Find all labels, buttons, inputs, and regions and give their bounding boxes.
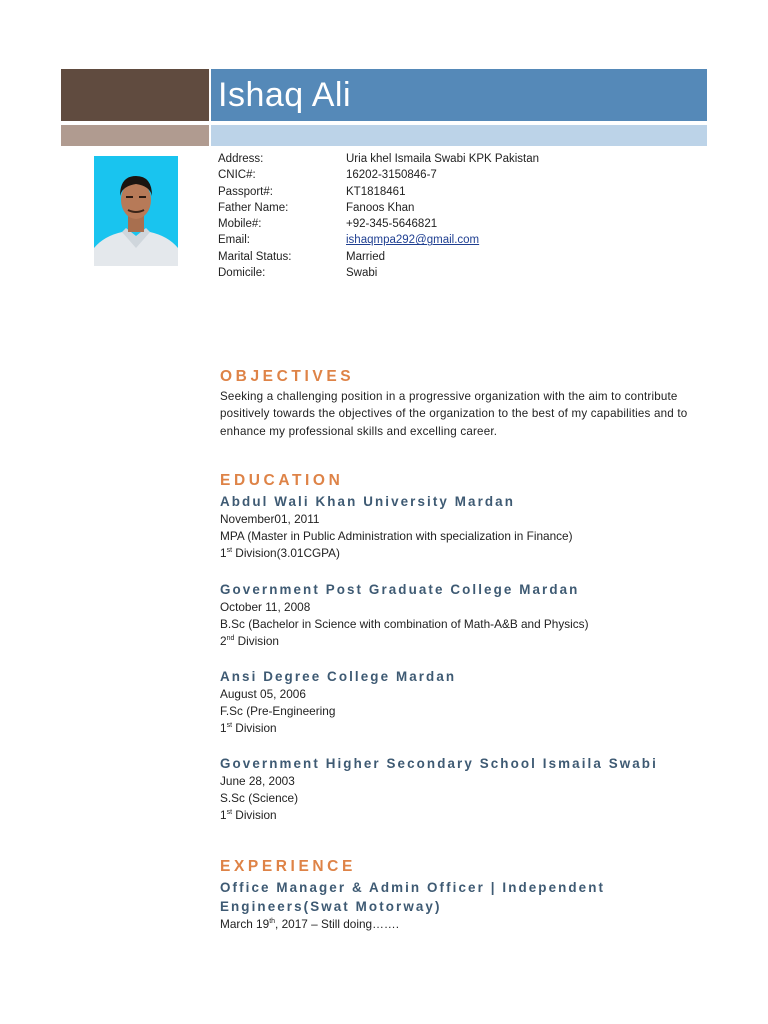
education-division bbox=[220, 720, 456, 737]
detail-value: Swabi bbox=[346, 267, 378, 280]
profile-photo bbox=[94, 156, 178, 266]
education-degree: B.Sc (Bachelor in Science with combination of Math-A&B and Physics) bbox=[220, 617, 589, 631]
education-date: June 28, 2003 bbox=[220, 774, 295, 788]
job-title-continued: Engineers(Swat Motorway) bbox=[220, 899, 442, 914]
education-entry bbox=[220, 754, 658, 824]
job-date-end: , 2017 – Still doing……. bbox=[275, 917, 399, 931]
objectives-section bbox=[220, 367, 690, 440]
detail-label: Marital Status: bbox=[218, 250, 292, 263]
division-suffix: nd bbox=[226, 635, 235, 643]
detail-row-cnic bbox=[218, 167, 539, 183]
job-date-start: March 19 bbox=[220, 917, 270, 931]
detail-label: Email: bbox=[218, 234, 250, 247]
detail-row-address bbox=[218, 151, 539, 167]
objectives-heading: OBJECTIVES bbox=[220, 368, 355, 385]
education-heading: EDUCATION bbox=[220, 472, 344, 489]
division-text: Division bbox=[232, 721, 277, 735]
division-number: 2 bbox=[220, 634, 227, 648]
division-number: 1 bbox=[220, 808, 227, 822]
detail-row-domicile bbox=[218, 265, 539, 281]
detail-value: 16202-3150846-7 bbox=[346, 169, 437, 182]
education-date: August 05, 2006 bbox=[220, 687, 306, 701]
detail-row-mobile bbox=[218, 216, 539, 232]
school-name: Abdul Wali Khan University Mardan bbox=[220, 494, 515, 509]
education-degree: F.Sc (Pre-Engineering bbox=[220, 704, 336, 718]
education-date: November01, 2011 bbox=[220, 512, 320, 526]
education-division bbox=[220, 807, 658, 824]
education-entry bbox=[220, 667, 456, 737]
objectives-text: Seeking a challenging position in a progressive organization with the aim to contribute positively towards the objectives of the organization to the best of my capabilities and to enhance my professional skills and excelling career. bbox=[220, 390, 688, 438]
header-tan-strip bbox=[61, 125, 209, 146]
education-degree: MPA (Master in Public Administration with specialization in Finance) bbox=[220, 529, 573, 543]
division-text: Division bbox=[232, 808, 277, 822]
division-suffix: st bbox=[226, 722, 233, 730]
education-entry bbox=[220, 492, 573, 562]
detail-label: Passport#: bbox=[218, 185, 273, 198]
detail-row-passport bbox=[218, 184, 539, 200]
detail-row-email bbox=[218, 232, 539, 248]
experience-section bbox=[220, 857, 605, 933]
detail-value: KT1818461 bbox=[346, 185, 406, 198]
detail-label: Address: bbox=[218, 153, 264, 165]
division-text: Division(3.01CGPA) bbox=[232, 546, 340, 560]
division-text: Division bbox=[234, 634, 279, 648]
division-number: 1 bbox=[220, 546, 227, 560]
detail-value: Fanoos Khan bbox=[346, 201, 415, 214]
resume-name: Ishaq Ali bbox=[218, 76, 352, 114]
education-degree: S.Sc (Science) bbox=[220, 791, 299, 805]
detail-value: Married bbox=[346, 250, 385, 263]
detail-label: CNIC#: bbox=[218, 169, 256, 182]
education-entry bbox=[220, 580, 589, 650]
division-number: 1 bbox=[220, 721, 227, 735]
job-date-suffix: th bbox=[269, 918, 276, 926]
job-date bbox=[220, 916, 605, 933]
division-suffix: st bbox=[226, 547, 233, 555]
email-link[interactable]: ishaqmpa292@gmail.com bbox=[346, 234, 480, 247]
experience-heading: EXPERIENCE bbox=[220, 858, 356, 875]
school-name: Government Post Graduate College Mardan bbox=[220, 582, 580, 597]
education-date: October 11, 2008 bbox=[220, 600, 311, 614]
school-name: Ansi Degree College Mardan bbox=[220, 669, 457, 684]
division-suffix: st bbox=[226, 809, 233, 817]
detail-label: Domicile: bbox=[218, 267, 266, 280]
detail-label: Father Name: bbox=[218, 201, 289, 214]
personal-details bbox=[218, 151, 539, 281]
detail-row-marital-status bbox=[218, 249, 539, 265]
school-name: Government Higher Secondary School Ismaila Swabi bbox=[220, 756, 658, 771]
education-division bbox=[220, 545, 573, 562]
header-dark-bar bbox=[61, 69, 209, 121]
detail-row-father-name bbox=[218, 200, 539, 216]
job-title: Office Manager & Admin Officer | Independent bbox=[220, 880, 606, 895]
education-heading-block bbox=[220, 471, 343, 491]
detail-value: Uria khel Ismaila Swabi KPK Pakistan bbox=[346, 153, 540, 165]
header-lightblue-strip bbox=[211, 125, 707, 146]
detail-value: +92-345-5646821 bbox=[346, 218, 438, 231]
detail-label: Mobile#: bbox=[218, 218, 262, 231]
education-division bbox=[220, 633, 589, 650]
